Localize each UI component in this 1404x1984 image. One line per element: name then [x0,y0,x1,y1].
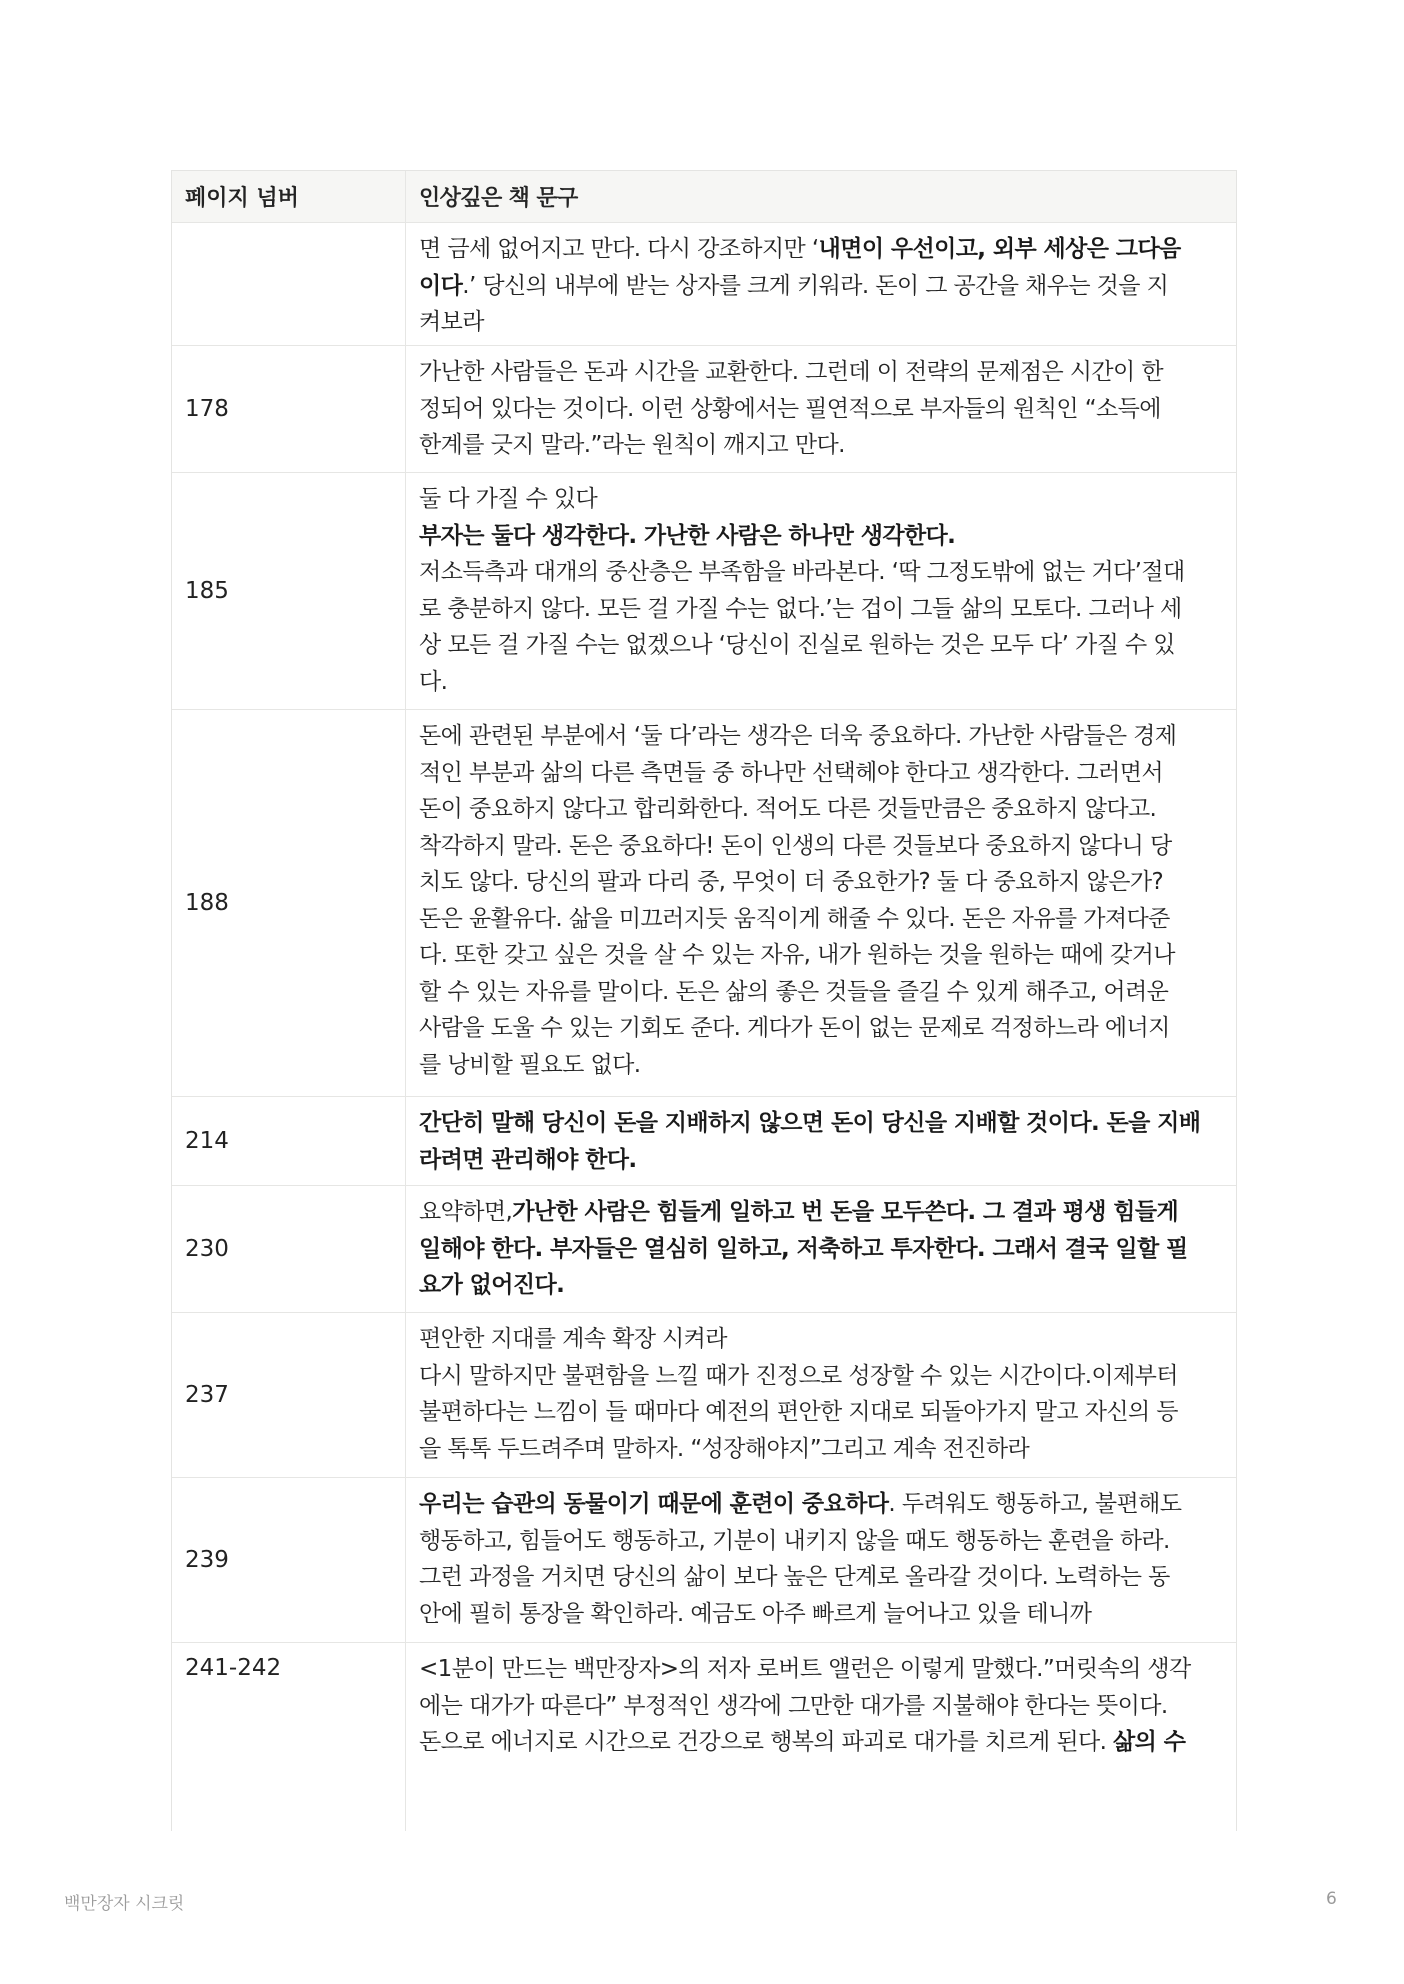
quote-line [419,1194,1222,1231]
table-row [172,1097,1236,1186]
quote-text: 저소득측과 대개의 중산층은 부족함을 바라본다. ‘딱 그정도밖에 없는 거다’절대 [419,559,1185,585]
page-number-cell: 241-242 [172,1643,406,1831]
page-number-cell: 188 [172,710,406,1096]
quote-text: 를 낭비할 필요도 없다. [419,1051,641,1078]
quote-text: 정되어 있다는 것이다. 이런 상황에서는 필연적으로 부자들의 원칙인 “소득에 [419,395,1161,422]
quote-text: .’ 당신의 내부에 받는 상자를 크게 키워라. 돈이 그 공간을 채우는 것을 지 [462,272,1169,299]
quote-text: 행동하고, 힘들어도 행동하고, 기분이 내키지 않을 때도 행동하는 훈련을 하라. [419,1527,1170,1554]
quote-text: 로 충분하지 않다. 모든 걸 가질 수는 없다.’는 겁이 그들 삶의 모토다. 그러나 세 [419,595,1182,622]
quote-line [419,828,1222,865]
table-row [172,1478,1236,1643]
quote-text: 돈으로 에너지로 시간으로 건강으로 행복의 파괴로 대가를 치르게 된다. [419,1729,1114,1755]
quote-line [419,1267,1222,1304]
quote-line [419,304,1222,341]
quote-cell [406,346,1236,472]
table-row [172,473,1236,710]
quote-line [419,1231,1222,1268]
quote-line [419,718,1222,755]
bold-text: 삶의 수 [1113,1729,1186,1755]
quote-text: 다시 말하지만 불편함을 느낄 때가 진정으로 성장할 수 있는 시간이다.이제부터 [419,1362,1178,1389]
quote-line [419,481,1222,518]
quote-line [419,427,1222,464]
quote-cell [406,473,1236,709]
quote-text: 을 톡톡 두드려주며 말하자. “성장해야지”그리고 계속 전진하라 [419,1435,1030,1462]
quote-line [419,1523,1222,1560]
bold-text: 부자는 둘다 생각한다. 가난한 사람은 하나만 생각한다. [419,522,956,549]
quote-text: 다. 또한 갖고 싶은 것을 살 수 있는 자유, 내가 원하는 것을 원하는 때에 갖거나 [419,942,1175,968]
bold-text: 일해야 한다. 부자들은 열심히 일하고, 저축하고 투자한다. 그래서 결국 일할 필 [419,1235,1188,1262]
table-row [172,223,1236,346]
quote-line [419,1010,1222,1047]
table-row [172,346,1236,473]
bold-text: 라려면 관리해야 한다. [419,1146,637,1173]
bold-text: 가난한 사람은 힘들게 일하고 번 돈을 모두쓴다. 그 결과 평생 힘들게 [512,1199,1179,1225]
quote-line [419,974,1222,1011]
quote-line [419,1358,1222,1395]
page-number-cell [172,223,406,345]
quote-line [419,1559,1222,1596]
header-quote: 인상깊은 책 문구 [419,186,578,211]
table-row [172,1313,1236,1478]
quote-text: 할 수 있는 자유를 말이다. 돈은 삶의 좋은 것들을 즐길 수 있게 해주고, 어려운 [419,978,1169,1005]
quote-line [419,1142,1222,1179]
quote-line [419,1688,1222,1725]
quote-line [419,1651,1222,1688]
quote-line [419,791,1222,828]
quote-line [419,937,1222,974]
page-number-cell: 185 [172,473,406,709]
quote-text: 돈이 중요하지 않다고 합리화한다. 적어도 다른 것들만큼은 중요하지 않다고. [419,796,1157,822]
quote-text: 켜보라 [419,309,484,335]
bold-text: 우리는 습관의 동물이기 때문에 훈련이 중요하다 [419,1491,889,1517]
quote-line [419,591,1222,628]
quote-line [419,901,1222,938]
quote-cell [406,1478,1236,1642]
quote-line [419,1724,1222,1761]
table-row [172,1643,1236,1831]
quote-text: 가난한 사람들은 돈과 시간을 교환한다. 그런데 이 전략의 문제점은 시간이 한 [419,359,1163,385]
quote-line [419,1105,1222,1142]
page-number-cell: 178 [172,346,406,472]
page-number-cell: 239 [172,1478,406,1642]
quote-text: 요약하면, [419,1199,513,1225]
quote-line [419,1596,1222,1633]
quote-cell [406,1313,1236,1477]
quote-line [419,231,1222,268]
quote-cell [406,1097,1236,1185]
quote-cell [406,1186,1236,1312]
quote-line [419,354,1222,391]
quote-text: 돈은 윤활유다. 삶을 미끄러지듯 움직이게 해줄 수 있다. 돈은 자유를 가져다준 [419,905,1170,932]
quote-line [419,554,1222,591]
quote-line [419,664,1222,701]
quote-text: 적인 부분과 삶의 다른 측면들 중 하나만 선택헤야 한다고 생각한다. 그러면서 [419,759,1163,786]
quote-cell [406,1643,1236,1831]
footer-book-title: 백만장자 시크릿 [64,1894,185,1914]
quote-text: 에는 대가가 따른다” 부정적인 생각에 그만한 대가를 지불해야 한다는 뜻이다. [419,1692,1168,1719]
quote-text: . 두려워도 행동하고, 불편해도 [888,1491,1182,1517]
quote-text: 돈에 관련된 부분에서 ‘둘 다’라는 생각은 더욱 중요하다. 가난한 사람들은 경제 [419,723,1177,749]
quote-line [419,1047,1222,1084]
quote-text: 상 모든 걸 가질 수는 없겠으나 ‘당신이 진실로 원하는 것은 모두 다’ 가질 수 있 [419,632,1175,658]
table-row [172,1186,1236,1313]
quote-line [419,1486,1222,1523]
quote-line [419,864,1222,901]
bold-text: 내면이 우선이고, 외부 세상은 그다음 [818,236,1181,262]
table-header-row [172,170,1236,223]
quote-line [419,268,1222,305]
quote-text: 한계를 긋지 말라.”라는 원칙이 깨지고 만다. [419,432,845,458]
quote-text: 다. [419,668,448,695]
quote-line [419,627,1222,664]
quote-line [419,1431,1222,1468]
quote-cell [406,710,1236,1096]
quote-text: 착각하지 말라. 돈은 중요하다! 돈이 인생의 다른 것들보다 중요하지 않다니 당 [419,832,1172,859]
footer-page-number: 6 [1326,1889,1337,1909]
quote-text: 안에 필히 통장을 확인하라. 예금도 아주 빠르게 늘어나고 있을 테니까 [419,1600,1092,1627]
quote-text: 편안한 지대를 계속 확장 시켜라 [419,1326,727,1352]
quote-line [419,1394,1222,1431]
page-number-cell: 214 [172,1097,406,1185]
header-page-number: 페이지 넘버 [172,171,406,222]
quote-text: 면 금세 없어지고 만다. 다시 강조하지만 ‘ [419,236,819,262]
quote-line [419,518,1222,555]
bold-text: 간단히 말해 당신이 돈을 지배하지 않으면 돈이 당신을 지배할 것이다. 돈을 지배 [419,1110,1201,1136]
bold-text: 요가 없어진다. [419,1272,565,1298]
quote-cell [406,223,1236,345]
page-number-cell: 230 [172,1186,406,1312]
page-number-cell: 237 [172,1313,406,1477]
quote-text: 둘 다 가질 수 있다 [419,486,598,512]
quote-text: 그런 과정을 거치면 당신의 삶이 보다 높은 단계로 올라갈 것이다. 노력하는 동 [419,1564,1170,1590]
quote-line [419,391,1222,428]
quote-text: 불편하다는 느낌이 들 때마다 예전의 편안한 지대로 되돌아가지 말고 자신의 등 [419,1399,1178,1425]
bold-text: 이다 [419,272,463,299]
table-row [172,710,1236,1097]
quote-line [419,1321,1222,1358]
quote-text: 치도 않다. 당신의 팔과 다리 중, 무엇이 더 중요한가? 둘 다 중요하지 않은가? [419,869,1164,895]
quotes-table [171,170,1237,1831]
quote-text: 사람을 도울 수 있는 기회도 준다. 게다가 돈이 없는 문제로 걱정하느라 에너지 [419,1015,1170,1041]
quote-text: <1분이 만드는 백만장자>의 저자 로버트 앨런은 이렇게 말했다.”머릿속의 생각 [419,1656,1191,1682]
quote-line [419,755,1222,792]
